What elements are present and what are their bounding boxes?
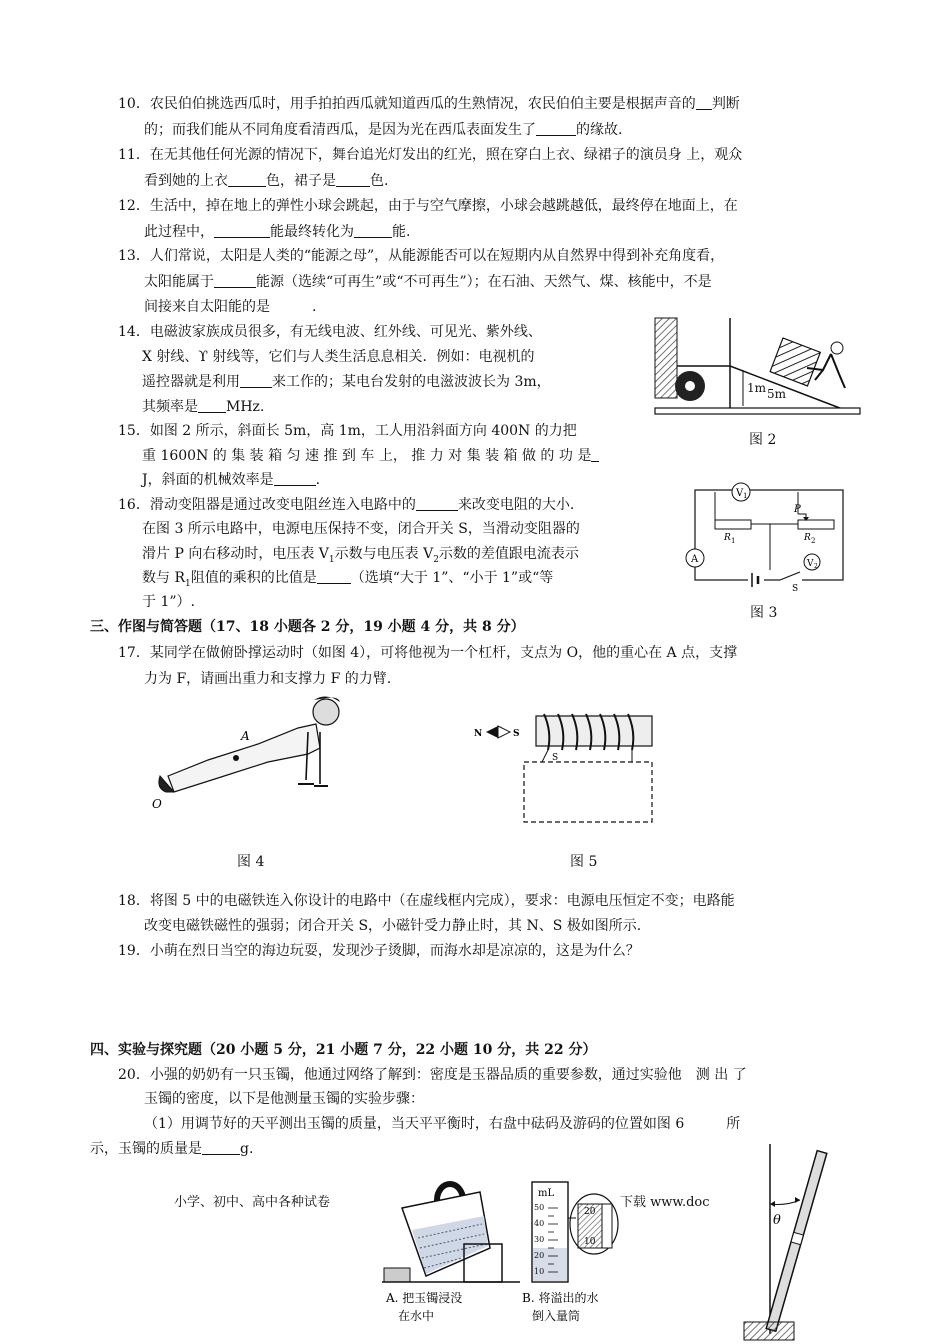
q20-blank-1[interactable]	[202, 1140, 240, 1155]
q11-line2: 看到她的上衣 色，裙子是 色.	[144, 173, 389, 189]
q16-line3: 滑片 P 向右移动时，电压表 $V_1$示数与电压表 $V_2$示数的差值跟电流表示	[142, 546, 579, 565]
q20-line1: 20．小强的奶奶有一只玉镯，他通过网络了解到：密度是玉器品质的重要参数，通过实验他 测 出 了	[118, 1067, 747, 1083]
q13-line2: 太阳能属于 能源（选续“可再生”或“不可再生”）；在石油、天然气、煤、核能中，不是	[144, 274, 712, 290]
q16-blank-2[interactable]	[317, 569, 351, 584]
q16-line1: 16．滑动变阻器是通过改变电阻丝连入电路中的 来改变电阻的大小.	[118, 497, 575, 513]
q11-blank-2[interactable]	[336, 172, 370, 187]
svg-text:N: N	[474, 729, 483, 739]
q15-line2: 重 1600N 的 集 装 箱 匀 速 推 到 车 上， 推 力 对 集 装 箱 做 的 功 是	[142, 446, 599, 466]
fig3-caption: 图 3	[750, 605, 778, 621]
q10-blank-2[interactable]	[536, 121, 576, 136]
fig2-caption: 图 2	[749, 432, 777, 448]
q15-line3: J，斜面的机械效率是 .	[142, 472, 321, 488]
q14-blank-2[interactable]	[198, 398, 226, 413]
watermark-left: 小学、初中、高中各种试卷	[174, 1195, 331, 1210]
fig6-caption-b-2: 倒入量筒	[532, 1309, 581, 1323]
section-3-heading: 三、作图与简答题（17、18 小题各 2 分，19 小题 4 分，共 8 分）	[90, 619, 525, 635]
q16-blank-1[interactable]	[416, 496, 458, 511]
figure-6-overflow-cylinder	[382, 1178, 722, 1338]
q17-line1: 17．某同学在做俯卧撑运动时（如图 4），可将他视为一个杠杆，支点为 O，他的重心在 A 点，支撑	[118, 645, 738, 661]
svg-text:S: S	[792, 584, 799, 594]
svg-text:30: 30	[534, 1235, 545, 1244]
watermark-right: 下载 www.doc	[620, 1195, 710, 1210]
fig6-caption-a-2: 在水中	[398, 1309, 435, 1323]
section-4-heading: 四、实验与探究题（20 小题 5 分，21 小题 7 分，22 小题 10 分，共 22 分）	[90, 1042, 597, 1058]
svg-text:2: 2	[811, 537, 816, 545]
q15-blank-2[interactable]	[274, 471, 316, 486]
fig5-caption: 图 5	[570, 854, 598, 870]
q20-line3: （1）用调节好的天平测出玉镯的质量，当天平平衡时，右盘中砝码及游码的位置如图 6 所	[144, 1116, 741, 1132]
q12-blank-2[interactable]	[354, 223, 392, 238]
q19-line1: 19．小萌在烈日当空的海边玩耍，发现沙子烫脚，而海水却是凉凉的，这是为什么？	[118, 943, 640, 959]
q13-line1: 13．人们常说，太阳是人类的“能源之母”，从能源能否可以在短期内从自然界中得到补充角度看，	[118, 248, 725, 264]
q17-line2: 力为 F，请画出重力和支撑力 F 的力臂.	[144, 671, 392, 687]
q20-line4: 示，玉镯的质量是 g.	[90, 1141, 254, 1157]
fig4-point-o: O	[152, 797, 162, 811]
figure-2-incline	[655, 318, 865, 428]
svg-text:10: 10	[534, 1267, 545, 1276]
svg-text:R: R	[724, 533, 731, 543]
q16-line2: 在图 3 所示电路中，电源电压保持不变，闭合开关 S，当滑动变阻器的	[142, 521, 580, 537]
svg-text:S: S	[552, 753, 559, 763]
fig2-length-label: 5m	[767, 387, 787, 401]
svg-text:V: V	[736, 488, 744, 499]
fig7-theta: θ	[773, 1213, 781, 1228]
svg-text:mL: mL	[538, 1188, 555, 1199]
q18-line1: 18．将图 5 中的电磁铁连入你设计的电路中（在虚线框内完成），要求：电源电压恒定不变；电路能	[118, 893, 735, 909]
svg-text:20: 20	[584, 1207, 596, 1217]
svg-text:40: 40	[534, 1219, 545, 1228]
q10-line2: 的；而我们能从不同角度看清西瓜，是因为光在西瓜表面发生了 的缘故.	[144, 122, 623, 138]
q18-line2: 改变电磁铁磁性的强弱；闭合开关 S，小磁针受力静止时，其 N、S 极如图所示.	[144, 918, 642, 934]
fig2-height-label: 1m	[747, 381, 767, 395]
figure-7-rod	[740, 1144, 850, 1344]
q12-line1: 12．生活中，掉在地上的弹性小球会跳起，由于与空气摩擦，小球会越跳越低，最终停在地面上，在	[118, 198, 738, 214]
fig6-caption-a-1: A. 把玉镯浸没	[386, 1291, 463, 1305]
svg-text:R: R	[804, 533, 811, 543]
svg-text:20: 20	[534, 1251, 545, 1260]
q16-line5: 于 1”）.	[142, 594, 195, 610]
q16-line4: 数与 $R_1$阻值的乘积的比值是 （选填“大于 1”、“小于 1”或“等	[142, 570, 554, 589]
q14-line2: X 射线、ϒ 射线等，它们与人类生活息息相关．例如：电视机的	[142, 349, 535, 365]
svg-text:P: P	[794, 504, 801, 515]
q12-line2: 此过程中， 能最终转化为 能.	[144, 224, 411, 240]
q10-blank-1[interactable]	[696, 95, 712, 110]
fig4-caption: 图 4	[237, 854, 265, 870]
q11-blank-1[interactable]	[228, 172, 266, 187]
figure-4-pushup	[148, 692, 368, 822]
figure-5-electromagnet	[472, 710, 662, 830]
svg-text:10: 10	[584, 1237, 596, 1247]
q13-line3: 间接来自太阳能的是 .	[144, 299, 317, 315]
q12-blank-1[interactable]	[214, 223, 270, 238]
q13-blank-1[interactable]	[214, 273, 256, 288]
q10-line1: 10．农民伯伯挑选西瓜时，用手拍拍西瓜就知道西瓜的生熟情况，农民伯伯主要是根据声音的 判断	[118, 96, 740, 112]
svg-text:50: 50	[534, 1203, 545, 1212]
q15-blank-1[interactable]	[591, 447, 599, 462]
q14-line3: 遥控器就是利用 来工作的；某电台发射的电滋波波长为 3m，	[142, 374, 551, 390]
figure-3-circuit	[680, 482, 855, 592]
svg-text:S: S	[513, 729, 520, 739]
svg-text:2: 2	[814, 563, 818, 570]
svg-text:1: 1	[743, 492, 748, 500]
fig4-point-a: A	[241, 729, 250, 743]
q15-line1: 15．如图 2 所示，斜面长 5m，高 1m，工人用沿斜面方向 400N 的力把	[118, 423, 577, 439]
q14-line4: 其频率是 MHz.	[142, 399, 265, 415]
q14-blank-1[interactable]	[240, 373, 272, 388]
svg-text:V: V	[807, 559, 814, 569]
svg-text:1: 1	[731, 537, 736, 545]
fig6-caption-b-1: B. 将溢出的水	[522, 1291, 599, 1305]
svg-text:A: A	[691, 554, 699, 565]
q20-line2: 玉镯的密度，以下是他测量玉镯的实验步骤：	[144, 1091, 424, 1107]
q14-line1: 14．电磁波家族成员很多，有无线电波、红外线、可见光、紫外线、	[118, 324, 542, 340]
q11-line1: 11．在无其他任何光源的情况下，舞台追光灯发出的红光，照在穿白上衣、绿裙子的演员身 上，观众	[118, 147, 743, 163]
